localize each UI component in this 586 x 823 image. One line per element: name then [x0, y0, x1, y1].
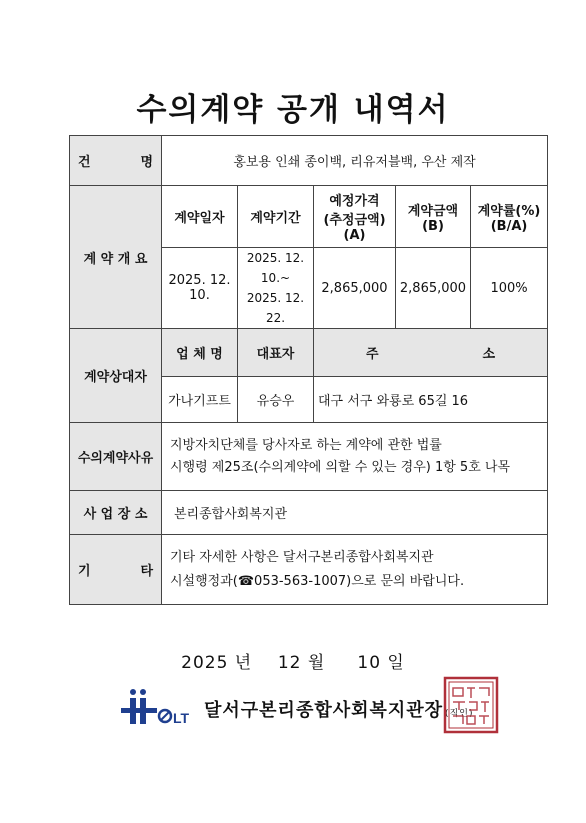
header-representative: 대표자	[238, 329, 314, 377]
etc-label-a: 기	[78, 564, 91, 579]
document-date	[0, 648, 586, 673]
site-value: 본리종합사회복지관	[162, 491, 548, 535]
date-month: 12	[277, 653, 302, 673]
header-contract-rate-l2: (B/A)	[490, 218, 528, 234]
estimated-price: 2,865,000	[314, 248, 396, 329]
etc-text	[162, 535, 548, 605]
period-end: 2025. 12. 22.	[246, 291, 305, 325]
summary-label: 계 약 개 요	[70, 186, 162, 329]
header-contract-rate-l1: 계약률(%)	[477, 203, 541, 219]
header-address-b: 소	[482, 347, 496, 362]
site-label: 사 업 장 소	[70, 491, 162, 535]
header-estimated-price-l2: (추정금액)(A)	[323, 213, 386, 243]
issuer-name: 달서구본리종합사회복지관장	[204, 700, 444, 721]
header-contract-period: 계약기간	[238, 186, 314, 248]
holt-logo	[121, 686, 189, 730]
svg-text:LT: LT	[173, 710, 189, 726]
representative: 유승우	[238, 377, 314, 423]
header-estimated-price	[314, 186, 396, 248]
header-contract-amount-l1: 계약금액	[407, 203, 459, 219]
header-estimated-price-l1: 예정가격	[329, 194, 380, 209]
etc-label-b: 타	[140, 564, 153, 579]
header-contract-date: 계약일자	[162, 186, 238, 248]
contract-rate: 100%	[471, 248, 548, 329]
page-title: 수의계약 공개 내역서	[136, 92, 450, 128]
header-company: 업 체 명	[162, 329, 238, 377]
etc-line-2: 시설행정과(☎053-563-1007)으로 문의 바랍니다.	[170, 573, 465, 589]
header-contract-amount-l2: (B)	[422, 218, 444, 234]
etc-line-1: 기타 자세한 사항은 달서구본리종합사회복지관	[170, 549, 434, 565]
seal-note: (직인)	[445, 709, 474, 719]
contract-date: 2025. 12. 10.	[162, 248, 238, 329]
date-day-unit: 일	[387, 653, 405, 673]
header-address-a: 주	[365, 347, 379, 362]
company-name: 가나기프트	[162, 377, 238, 423]
official-seal	[443, 676, 499, 734]
date-month-unit: 월	[307, 653, 326, 673]
date-day: 10	[357, 653, 382, 673]
etc-label	[70, 535, 162, 605]
item-label: 건 명	[70, 136, 162, 186]
header-contract-amount	[396, 186, 471, 248]
header-contract-rate	[471, 186, 548, 248]
address: 대구 서구 와룡로 65길 16	[314, 377, 548, 423]
item-value: 홍보용 인쇄 종이백, 리유저블백, 우산 제작	[162, 136, 548, 186]
reason-label: 수의계약사유	[70, 423, 162, 491]
reason-line-1: 지방자치단체를 당사자로 하는 계약에 관한 법률	[170, 437, 442, 453]
disclosure-table	[69, 135, 548, 605]
contract-period	[238, 248, 314, 329]
date-year-unit: 년	[234, 653, 253, 673]
party-label: 계약상대자	[70, 329, 162, 423]
date-year: 2025	[181, 653, 229, 673]
reason-line-2: 시행령 제25조(수의계약에 의할 수 있는 경우) 1항 5호 나목	[170, 459, 511, 475]
period-start: 2025. 12. 10.~	[246, 251, 305, 285]
contract-amount: 2,865,000	[396, 248, 471, 329]
reason-text	[162, 423, 548, 491]
header-address	[314, 329, 548, 377]
issuer	[204, 696, 473, 722]
